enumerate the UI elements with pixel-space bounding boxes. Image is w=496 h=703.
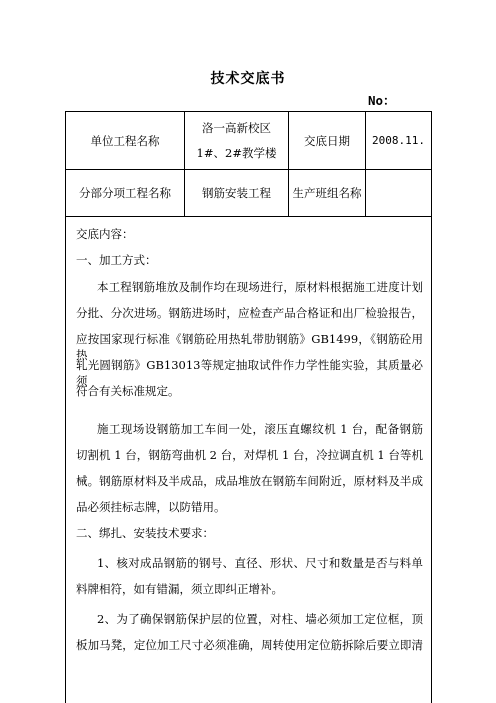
section1-p2-line: 品必须挂标志牌，以防错用。 [76,500,226,514]
section1-p2-line: 施工现场设钢筋加工车间一处，滚压直螺纹机 1 台，配备钢筋 [97,422,423,436]
handover-date-label: 交底日期 [304,133,350,148]
unit-project-label: 单位工程名称 [90,133,160,148]
section2-title: 二、绑扎、安装技术要求： [76,526,214,540]
unit-project-value [185,114,288,168]
content-heading: 交底内容： [76,227,134,241]
section2-p1-line: 料牌相符，如有错漏，须立即纠正增补。 [76,582,283,596]
section2-p2-line: 板加马凳，定位加工尺寸必须准确，周转使用定位筋拆除后要立即清 [76,638,423,652]
handover-form [65,111,432,703]
row-divider [66,216,431,217]
unit-project-value-line2: 1#、2#教学楼 [196,146,277,160]
document-title: 技术交底书 [210,71,286,87]
sub-project-value: 钢筋安装工程 [202,186,271,200]
unit-project-value-line1: 洛一高新校区 [202,121,271,135]
section1-p1-line: 分批、分次进场。钢筋进场时，应检查产品合格证和出厂检验报告， [76,306,423,320]
crew-label: 生产班组名称 [292,186,362,200]
section1-p2-line: 械。钢筋原材料及半成品，成品堆放在钢筋车间附近，原材料及半成 [76,474,423,488]
section1-p2-line: 切割机 1 台，钢筋弯曲机 2 台，对焊机 1 台，冷拉调直机 1 台等机 [76,448,423,462]
section1-title: 一、加工方式： [76,253,157,267]
document-number-label: No： [368,93,396,108]
section1-p1-line: 轧光圆钢筋》GB13013等规定抽取试件作力学性能实验，其质量必须 [76,358,423,388]
section1-p1-line: 符合有关标准规定。 [76,384,180,398]
section1-p1-line: 本工程钢筋堆放及制作均在现场进行，原材料根据施工进度计划 [97,280,423,294]
crew-value [366,170,431,216]
sub-project-label: 分部分项工程名称 [79,186,171,200]
section2-p2-line: 2、为了确保钢筋保护层的位置，对柱、墙必须加工定位框，顶 [97,612,423,626]
section2-p1-line: 1、核对成品钢筋的钢号、直径、形状、尺寸和数量是否与料单 [97,556,423,570]
section1-p1-line: 应按国家现行标准《钢筋砼用热轧带肋钢筋》GB1499，《钢筋砼用热 [76,332,423,362]
handover-date-value: 2008.11. [372,133,425,147]
